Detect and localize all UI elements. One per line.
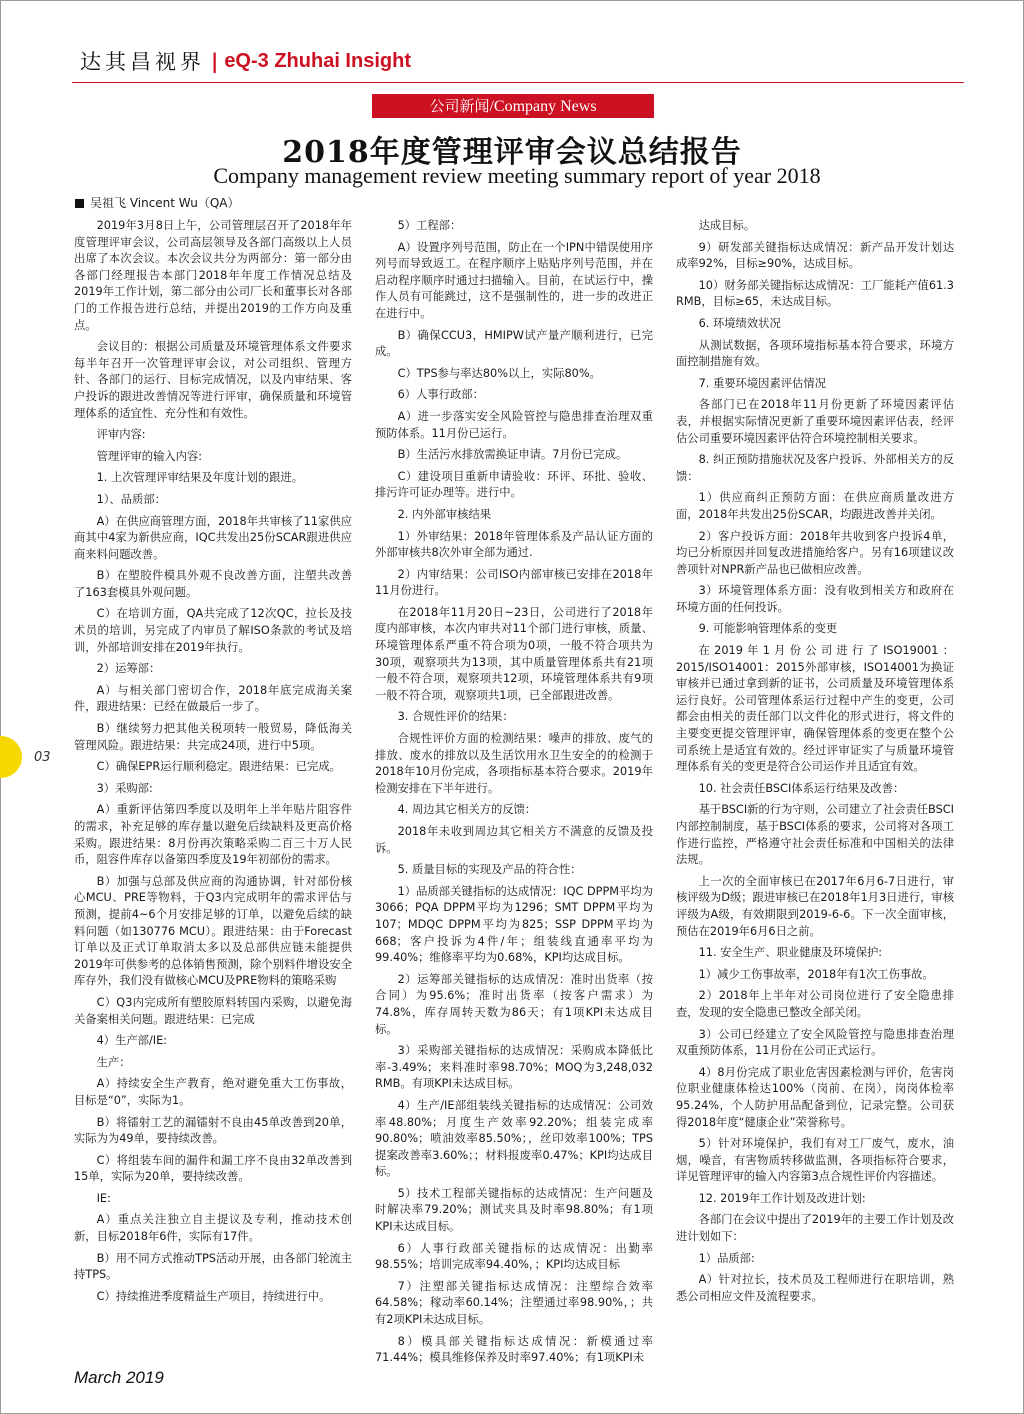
paragraph: 1）供应商纠正预防方面：在供应商质量改进方面，2018年共发出25份SCAR，均跟进改善并关闭。 [676,491,954,521]
paragraph: 上一次的全面审核已在2017年6月6-7日进行，审核评级为D级；跟进审核已在2018年1月3日进行，审核评级为A级，有效期限到2019-6-6。下一次全面审核，预估在2019年6月6日之前。 [676,874,954,938]
paragraph: 生产： [96,1055,131,1069]
paragraph: 4）8月份完成了职业危害因素检测与评价，危害岗位职业健康体检达100%（岗前、在岗），岗岗体检率95.24%，个人防护用品配备到位，记录完整。公司获得2018年度“健康企业”荣誉称号。 [676,1065,954,1129]
paragraph: C）将组装车间的漏件和漏工序不良由32单改善到15单，实际为20单，要持续改善。 [74,1153,352,1184]
paragraph: 6）人事行政部： [397,388,484,402]
section-tag [372,94,654,118]
paragraph: A）重新评估第四季度以及明年上半年贴片阻容件的需求，补充足够的库存量以避免后续缺料及更高价格采购。跟进结果：8月份再次策略采购二百三十万人民币，阻容件库存以备第四季度及19年初部份的需求。 [74,803,352,867]
author-line [75,194,240,211]
paragraph: 1）品质部关键指标的达成情况：IQC DPPM平均为3066；PQA DPPM平均为1296；SMT DPPM平均为107；MDQC DPPM平均为825；SSP DPPM平均为668；客户投诉为4件/年；组装线直通率平均为99.40%；维修率平均为0.68%，KPI均达成目标。 [375,884,653,965]
section-tag-en: /Company News [489,98,597,115]
paragraph: 5）工程部： [397,219,462,232]
paragraph: A）重点关注独立自主提议及专利，推动技术创新，目标2018年6件，实际有17件。 [74,1213,352,1244]
paragraph: A）针对拉长，技术员及工程师进行在职培训，熟悉公司相应文件及流程要求。 [676,1273,954,1303]
paragraph: 2）内审结果：公司ISO内部审核已安排在2018年11月份进行。 [375,567,653,598]
text-column-1 [74,218,352,1310]
paragraph: 2）客户投诉方面：2018年共收到客户投诉4单，均已分析原因并回复改进措施给客户。另有16项建议改善项针对NPR新产品也已做相应改善。 [676,529,954,576]
paragraph: 在2018年11月20日~23日，公司进行了2018年度内部审核，本次内审共对11个部门进行审核，质量、环境管理体系严重不符合项为0项，一般不符合项共为30项，观察项共为13项，其中质量管理体系共有21项一般不符合项，观察项共12项，环境管理体系共有9项一般不符合项，观察项共1项，已全部跟进改善。 [375,605,653,702]
paragraph: 4）生产/IE部组装线关键指标的达成情况：公司效率48.80%；月度生产效率92.20%；组装完成率90.80%；喷油效率85.50%；，丝印效率100%；TPS提案改善率3.60%；；材料报废率0.47%；KPI均达成目标。 [375,1098,653,1179]
paragraph: C）TPS参与率达80%以上，实际80%。 [397,366,601,380]
paragraph: 合规性评价方面的检测结果：噪声的排放、废气的排放、废水的排放以及生活饮用水卫生安全的的检测于2018年10月份完成，各项指标基本符合要求。2019年检测安排在下半年进行。 [375,732,653,795]
paragraph: 8）模具部关键指标达成情况：新模通过率71.44%；模具维修保养及时率97.40%；有1项KPI未 [375,1334,653,1365]
paragraph: C）确保EPR运行顺利稳定。跟进结果：已完成。 [96,760,341,774]
paragraph: 各部门已在2018年11月份更新了环境因素评估表，并根据实际情况更新了重要环境因素评估表，经评估公司重要环境因素评估符合环境控制相关要求。 [676,398,954,445]
paragraph: B）在塑胶件模具外观不良改善方面，注塑共改善了163套模具外观问题。 [74,569,352,599]
paragraph: 1）减少工伤事故率，2018年有1次工伤事故。 [698,967,934,981]
issue-date: March 2019 [74,1368,164,1387]
paragraph: 各部门在会议中提出了2019年的主要工作计划及改进计划如下： [676,1213,954,1244]
paragraph: 6. 环境绩效状况 [698,316,781,330]
paragraph: 10）财务部关键指标达成情况：工厂能耗产值61.3 RMB，目标≥65，未达成目标。 [676,278,954,309]
paragraph: B）确保CCU3，HMIPW试产量产顺利进行，已完成。 [375,328,653,359]
author-name: 吴祖飞 Vincent Wu（QA） [90,196,240,210]
paragraph: 2）运筹部： [96,662,161,676]
header-separator: | [211,49,219,73]
paragraph: A）设置序列号范围，防止在一个IPN中错误使用序列号而导致返工。在程序顺序上贴贴序列号范围，并在启动程序顺序时通过扫描输入。目前，在试运行中，操作人员有可能跳过，这不是强制性的，进一步的改进正在进行中。 [375,240,653,320]
paragraph: 5）技术工程部关键指标的达成情况：生产问题及时解决率79.20%；测试夹具及时率98.80%；有1项KPI未达成目标。 [375,1186,653,1234]
paragraph: 1）品质部: [698,1251,755,1265]
paragraph: 2019年3月8日上午，公司管理层召开了2018年年度管理评审会议，公司高层领导及各部门高级以上人员出席了本次会议。本次会议共分为两部分：第一部分由各部门经理报告本部门2018年年度工作情况总结及2019年工作计划，第二部分由公司厂长和董事长对各部门的工作报告进行总结，并提出2019的工作方向及重点。 [74,219,352,332]
paragraph: IE: [96,1191,111,1205]
paragraph: 会议目的：根据公司质量及环境管理体系文件要求每半年召开一次管理评审会议，对公司组织、管理方针、各部门的运行、目标完成情况，以及内审结果、客户投诉的跟进改善情况等进行评审，确保质量和环境管理体系的适宜性、充分性和有效性。 [74,340,352,420]
paragraph: 7. 重要环境因素评估情况 [698,376,826,390]
paragraph: 评审内容: [96,428,146,442]
paragraph: 10. 社会责任BSCI体系运行结果及改善： [698,781,905,795]
magazine-header [80,44,411,78]
text-column-3 [676,218,954,1310]
paragraph: 3. 合规性评价的结果： [397,710,514,724]
paragraph: B）加强与总部及供应商的沟通协调，针对部份核心MCU、PRE等物料，于Q3内完成明年的需求评估与预测，提前4~6个月安排足够的订单，以避免后续的缺料问题（如130776 MCU）。跟进结果：由于Forecast订单以及正式订单取消太多以及总部供应链未能提供2019年可供参考的总体销售预测，除个别料件增设安全库存外，我们没有做核心MCU及PRE物料的策略采购 [74,874,352,988]
paragraph: 9. 可能影响管理体系的变更 [698,622,838,636]
paragraph: 12. 2019年工作计划及改进计划: [698,1191,866,1205]
paragraph: A）持续安全生产教育，绝对避免重大工伤事故，目标是“0”，实际为1。 [74,1077,352,1107]
paragraph: 在2019年1月份公司进行了ISO19001：2015/ISO14001：2015外部审核，ISO14001为换证审核并已通过拿到新的证书，公司质量及环境管理体系运行良好。公司管理体系运行过程中产生的变更，公司都会由相关的责任部门以文件化的形式进行，将文件的主要变更提交管理评审，确保管理体系的变更在整个公司系统上是适宜有效的。经过评审证实了与质量环境管理体系有关的变更是符合公司运作并且适宜有效。 [676,644,954,774]
paragraph: 1）、品质部： [96,492,166,506]
paragraph: C）在培训方面，QA共完成了12次QC，拉长及技术员的培训，另完成了内审员了解ISO条款的考试及培训，外部培训安排在2019年执行。 [74,607,352,654]
section-tag-cn: 公司新闻 [429,97,490,115]
paragraph: 3）公司已经建立了安全风险管控与隐患排查治理双重预防体系，11月份在公司正式运行。 [676,1027,954,1058]
paragraph: 达成目标。 [698,219,756,232]
paragraph: A）进一步落实安全风险管控与隐患排查治理双重预防体系。11月份已运行。 [375,409,653,440]
paragraph: 1）外审结果：2018年管理体系及产品认证方面的外部审核共8次外审全部为通过. [375,529,653,560]
paragraph: 2018年未收到周边其它相关方不满意的反馈及投诉。 [375,825,653,855]
paragraph: 3）环境管理体系方面：没有收到相关方和政府在环境方面的任何投诉。 [676,584,954,614]
paragraph: 5）针对环境保护，我们有对工厂废气，废水，油烟，噪音，有害物质转移做监测，各项指标符合要求，详见管理评审的输入内容第3点合规性评价内容描述。 [676,1137,954,1184]
magazine-name-en: eQ-3 Zhuhai Insight [224,49,411,72]
paragraph: B）继续努力把其他关税项转一般贸易，降低海关管理风险。跟进结果：共完成24项，进行中5项。 [74,722,352,752]
paragraph: 5. 质量目标的实现及产品的符合性： [397,863,582,877]
paragraph: 4. 周边其它相关方的反馈： [397,803,537,817]
square-bullet-icon [75,199,84,208]
page-number: 03 [34,750,51,765]
paragraph: 3）采购部关键指标的达成情况：采购成本降低比率-3.49%；来料准时率98.70%；MOQ为3,248,032 RMB。有项KPI未达成目标。 [375,1044,653,1091]
paragraph: B）用不同方式推动TPS活动开展，由各部门轮流主持TPS。 [74,1251,352,1282]
paragraph: C）建设项目重新申请验收：环评、环批、验收、排污许可证办理等。进行中。 [375,469,653,500]
paragraph: B）生活污水排放需换证申请。7月份已完成。 [397,448,628,462]
paragraph: A）在供应商管理方面，2018年共审核了11家供应商其中4家为新供应商，IQC共发出25份SCAR跟进供应商来料问题改善。 [74,514,352,561]
paragraph: B）将镭射工艺的漏镭射不良由45单改善到20单，实际为为49单，要持续改善。 [74,1115,352,1146]
paragraph: 7）注塑部关键指标达成情况：注塑综合效率64.58%；稼动率60.14%；注塑通过率98.90%，；共有2项KPI未达成目标。 [375,1279,653,1327]
paragraph: 从测试数据，各项环境指标基本符合要求，环境方面控制措施有效。 [676,338,954,369]
paragraph: 管理评审的输入内容: [96,449,203,463]
header-divider [72,82,964,83]
text-column-2 [375,218,653,1372]
paragraph: 4）生产部/IE: [96,1034,168,1048]
article-subtitle: Company management review meeting summary report of year 2018 [213,163,821,188]
paragraph: 9）研发部关键指标达成情况：新产品开发计划达成率92%，目标≥90%，达成目标。 [676,240,954,271]
paragraph: 2）运筹部关键指标的达成情况：准时出货率（按合同）为95.6%；准时出货率（按客户需求）为74.8%，库存周转天数为86天；有1项KPI未达成目标。 [375,972,653,1036]
article-title: 2018年度管理评审会议总结报告 [282,135,742,170]
paragraph: 基于BSCI新的行为守则，公司建立了社会责任BSCI内部控制制度，基于BSCI体系的要求，公司将对各项工作进行监控，严格遵守社会责任标准和中国相关的法律法规。 [676,803,954,867]
paragraph: 8. 纠正预防措施状况及客户投诉、外部相关方的反馈： [676,453,954,483]
paragraph: C）持续推进季度精益生产项目，持续进行中。 [96,1289,331,1303]
magazine-name-cn: 达其昌视界 [80,50,205,74]
paragraph: A）与相关部门密切合作，2018年底完成海关案件，跟进结果：已经在做最后一步了。 [74,683,352,714]
paragraph: 2）2018年上半年对公司岗位进行了安全隐患排查，发现的安全隐患已整改全部关闭。 [676,989,954,1019]
paragraph: 11. 安全生产、职业健康及环境保护: [698,946,883,960]
paragraph: 2. 内外部审核结果 [397,507,492,521]
paragraph: C）Q3内完成所有塑胶原料转国内采购，以避免海关备案相关问题。跟进结果：已完成 [74,995,352,1026]
paragraph: 3）采购部: [96,781,153,795]
paragraph: 1. 上次管理评审结果及年度计划的跟进。 [96,471,304,485]
paragraph: 6）人事行政部关键指标的达成情况：出勤率98.55%；培训完成率94.40%，；KPI均达成目标 [375,1241,653,1272]
